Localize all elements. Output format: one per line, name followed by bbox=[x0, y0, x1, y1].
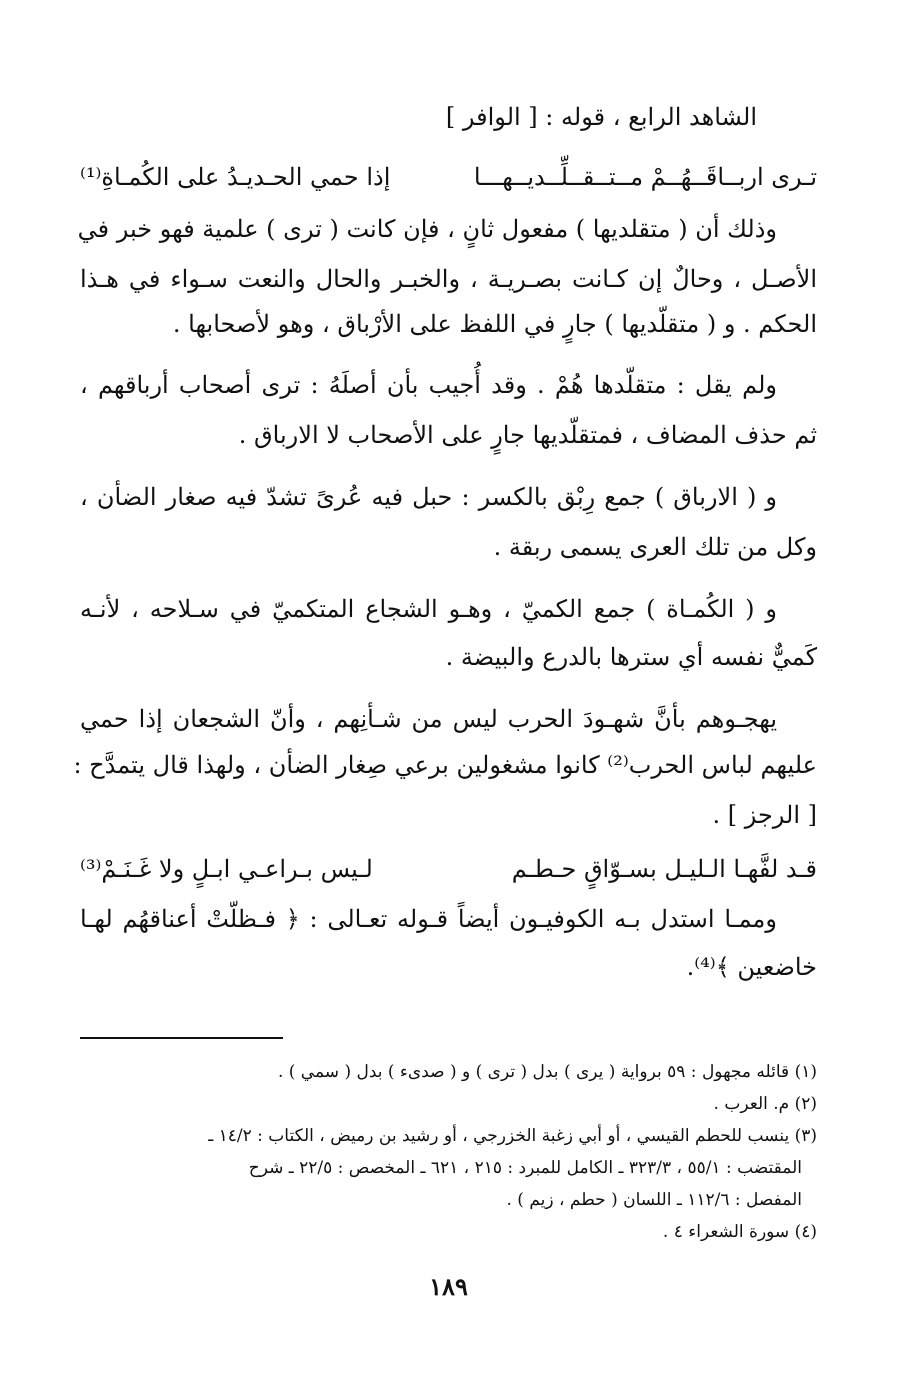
verse-1-second-hemistich: إذا حمي الحـديـدُ على الكُمـاةِ⁽¹⁾ bbox=[80, 163, 391, 191]
paragraph-line: وذلك أن ( متقلديها ) مفعول ثانٍ ، فإن كانت ( ترى ) علمية فهو خبر في bbox=[77, 215, 777, 243]
footnote-separator bbox=[80, 1037, 283, 1039]
verse-2-first-hemistich: قـد لفَّهـا الـليـل بسـوّاقٍ حـطـم bbox=[511, 855, 817, 883]
paragraph-line: ثم حذف المضاف ، فمتقلّديها جارٍ على الأصحاب لا الارباق . bbox=[238, 421, 817, 449]
paragraph-line: الأصـل ، وحالٌ إن كـانت بصـريـة ، والخبـر والحال والنعت سـواء في هـذا bbox=[80, 265, 817, 293]
paragraph-line: يهجـوهم بأنَّ شهـودَ الحرب ليس من شـأنِهم ، وأنّ الشجعان إذا حمي bbox=[80, 705, 777, 733]
paragraph-line: خاضعين ﴾⁽⁴⁾. bbox=[686, 953, 817, 981]
paragraph-line: الحكم . و ( متقلّديها ) جارٍ في اللفظ على الأرْباق ، وهو لأصحابها . bbox=[172, 310, 817, 338]
footnote-continuation: المقتضب : ٥٥/١ ، ٣٢٣/٣ ـ الكامل للمبرد : ٢١٥ ، ٦٢١ ـ المخصص : ٢٢/٥ ـ شرح bbox=[248, 1158, 802, 1178]
footnote-continuation: المفصل : ١١٢/٦ ـ اللسان ( حطم ، زيم ) . bbox=[506, 1190, 802, 1210]
verse-1 bbox=[80, 160, 817, 194]
page-number: ١٨٩ bbox=[429, 1272, 468, 1301]
paragraph-line: ولم يقل : متقلّدها هُمْ . وقد أُجيب بأن أصلَهُ : ترى أصحاب أرباقهم ، bbox=[80, 371, 777, 399]
footnote: (٢) م. العرب . bbox=[713, 1094, 817, 1114]
paragraph-line: و ( الكُمـاة ) جمع الكميّ ، وهـو الشجاع المتكميّ في سـلاحه ، لأنـه bbox=[80, 595, 777, 623]
footnote: (٤) سورة الشعراء ٤ . bbox=[662, 1222, 817, 1242]
footnote: (١) قائله مجهول : ٥٩ برواية ( يرى ) بدل ( ترى ) و ( صدىء ) بدل ( سمي ) . bbox=[277, 1062, 817, 1082]
paragraph-line: وكل من تلك العرى يسمى ربقة . bbox=[493, 533, 817, 561]
verse-2-second-hemistich: لـيس بـراعـي ابـلٍ ولا غَـنَـمْ⁽³⁾ bbox=[80, 855, 373, 883]
paragraph-line: و ( الارباق ) جمع رِبْق بالكسر : حبل فيه عُرىً تشدّ فيه صغار الضأن ، bbox=[80, 483, 777, 511]
verse-1-first-hemistich: تـرى اربــاقَــهُــمْ مــتــقــلِّــديــهـــا bbox=[473, 163, 817, 191]
footnote: (٣) ينسب للحطم القيسي ، أو أبي زغبة الخزرجي ، أو رشيد بن رميض ، الكتاب : ١٤/٢ ـ bbox=[208, 1126, 817, 1146]
paragraph-line: كَميٌّ نفسه أي سترها بالدرع والبيضة . bbox=[445, 643, 817, 671]
paragraph-line: وممـا استدل بـه الكوفيـون أيضاً قـوله تعـالى : ﴿ فـظلّتْ أعناقهُم لهـا bbox=[80, 905, 777, 933]
paragraph-line: [ الرجز ] . bbox=[712, 801, 817, 829]
poem-heading: الشاهد الرابع ، قوله : [ الوافر ] bbox=[445, 103, 757, 131]
paragraph-line: عليهم لباس الحرب⁽²⁾ كانوا مشغولين برعي صِغار الضأن ، ولهذا قال يتمدَّح : bbox=[73, 751, 817, 779]
verse-2 bbox=[80, 852, 817, 886]
